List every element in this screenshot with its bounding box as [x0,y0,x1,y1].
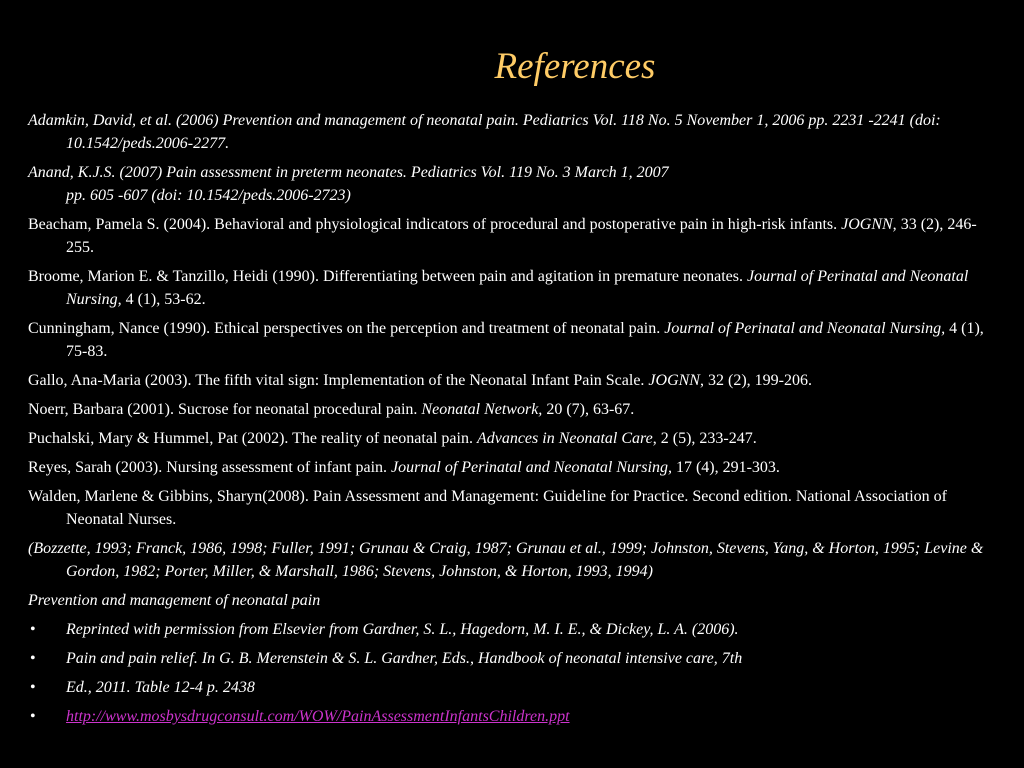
reference-anand-line2: pp. 605 -607 (doi: 10.1542/peds.2006-2723) [66,187,351,204]
reference-details: 33 (2), 246-255. [66,216,977,256]
bullet-marker: • [30,708,36,725]
reference-source: JOGNN, [841,216,897,233]
reference-noerr [28,398,1003,421]
reference-walden: Walden, Marlene & Gibbins, Sharyn(2008). Pain Assessment and Management: Guideline for Practice. Second edition. National Association of Neonatal Nurses. [28,488,947,528]
reference-source: Neonatal Network, [421,401,543,418]
bullet-item [28,618,1003,641]
bullet-marker: • [30,650,36,667]
reference-author: Broome, Marion E. & Tanzillo, Heidi (1990). Differentiating between pain and agitation in premature neonates. [28,268,747,285]
reference-broome [28,265,1003,311]
reference-author: Reyes, Sarah (2003). Nursing assessment of infant pain. [28,459,392,476]
reference-beacham [28,213,1003,259]
reference-source: JOGNN [648,372,700,389]
reference-source: Journal of Perinatal and Neonatal Nursing, [664,320,946,337]
reference-source: Advances in Neonatal Care [476,430,653,447]
bullet-marker: • [30,621,36,638]
reference-author: Beacham, Pamela S. (2004). Behavioral and physiological indicators of procedural and postoperative pain in high-risk infants. [28,216,842,233]
bullet-item [28,647,1003,670]
bullet-item [28,676,1003,699]
bullet-item [28,705,1003,728]
reference-author: Noerr, Barbara (2001). Sucrose for neonatal procedural pain. [28,401,422,418]
bullet-text: Reprinted with permission from Elsevier from Gardner, S. L., Hagedorn, M. I. E., & Dickey, L. A. (2006). [66,621,739,638]
reference-details: 4 (1), 75-83. [66,320,984,360]
reference-adamkin: Adamkin, David, et al. (2006) Prevention and management of neonatal pain. Pediatrics Vol. 118 No. 5 November 1, 2006 pp. 2231 -2241 (doi: 10.1542/peds.2006-2277. [28,112,941,152]
bullet-text: Pain and pain relief. In G. B. Merenstein & S. L. Gardner, Eds., Handbook of neonatal intensive care, 7th [66,650,743,667]
reference-author: Gallo, Ana-Maria (2003). The fifth vital sign: Implementation of the Neonatal Infant Pain Scale. [28,372,649,389]
reference-author: Cunningham, Nance (1990). Ethical perspectives on the perception and treatment of neonatal pain. [28,320,665,337]
reference-anand-line1: Anand, K.J.S. (2007) Pain assessment in preterm neonates. Pediatrics Vol. 119 No. 3 March 1, 2007 [28,164,669,181]
reference-details: 4 (1), 53-62. [121,291,206,308]
reference-gallo [28,369,1003,392]
reference-details: 17 (4), 291-303. [671,459,780,476]
reference-anand [28,161,1003,207]
reference-source: Journal of Perinatal and Neonatal Nursing, [391,459,672,476]
reference-details: 20 (7), 63-67. [542,401,635,418]
reference-source: Journal of Perinatal and Neonatal Nursing, [66,268,969,308]
bullet-text: Ed., 2011. Table 12-4 p. 2438 [66,679,255,696]
mosby-drug-consult-link[interactable]: http://www.mosbysdrugconsult.com/WOW/PainAssessmentInfantsChildren.ppt [66,708,570,725]
reference-author: Puchalski, Mary & Hummel, Pat (2002). The reality of neonatal pain. [28,430,477,447]
slide-title: References [494,46,656,87]
reference-puchalski [28,427,1003,450]
bullet-marker: • [30,679,36,696]
reference-prevention-heading: Prevention and management of neonatal pain [28,592,321,609]
reference-citations: (Bozzette, 1993; Franck, 1986, 1998; Fuller, 1991; Grunau & Craig, 1987; Grunau et al., 1999; Johnston, Stevens, Yang, & Horton, 1995; Levine & Gordon, 1982; Porter, Miller, & Marshall, 1986; Stevens, Johnston, & Horton, 1993, 1994) [28,540,984,580]
reference-details: , 2 (5), 233-247. [652,430,757,447]
reference-details: , 32 (2), 199-206. [699,372,812,389]
reference-cunningham [28,317,1003,363]
reference-reyes [28,456,1003,479]
reference-list [28,109,1003,734]
